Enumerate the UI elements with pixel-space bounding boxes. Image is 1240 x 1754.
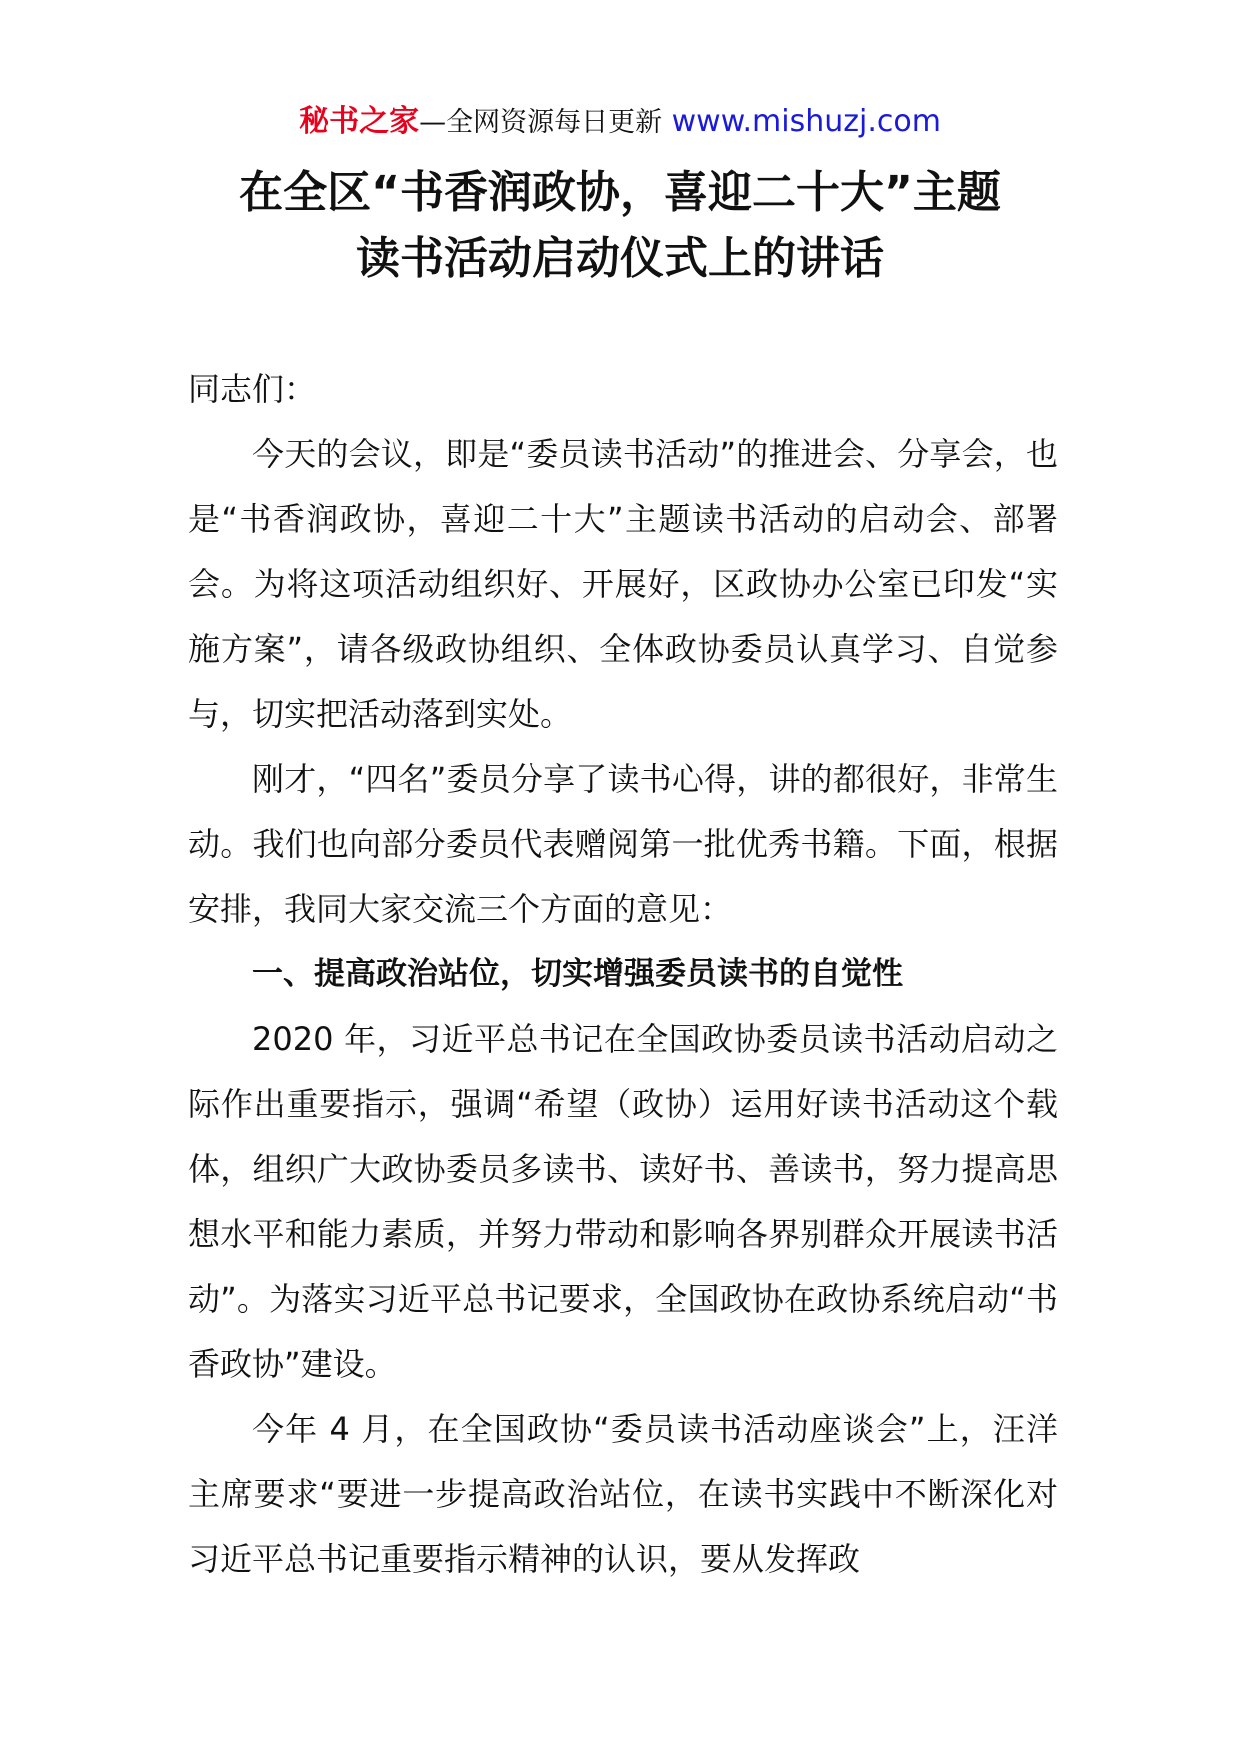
paragraph-2: 刚才，“四名”委员分享了读书心得，讲的都很好，非常生动。我们也向部分委员代表赠阅第一批优秀书籍。下面，根据安排，我同大家交流三个方面的意见：: [188, 760, 1058, 928]
banner-url-link[interactable]: www.mishuzj.com: [671, 104, 941, 139]
banner-brand: 秘书之家: [299, 104, 420, 139]
title-line-1: 在全区“书香润政协，喜迎二十大”主题: [239, 167, 1001, 218]
salutation: 同志们：: [188, 370, 317, 408]
banner-slogan: —全网资源每日更新: [419, 107, 663, 138]
title-line-2: 读书活动启动仪式上的讲话: [356, 233, 884, 284]
paragraph-3: 2020 年，习近平总书记在全国政协委员读书活动启动之际作出重要指示，强调“希望（政协）运用好读书活动这个载体，组织广大政协委员多读书、读好书、善读书，努力提高思想水平和能力素质，并努力带动和影响各界别群众开展读书活动”。为落实习近平总书记要求，全国政协在政协系统启动“书香政协”建设。: [188, 1020, 1058, 1383]
paragraph-4: 今年 4 月，在全国政协“委员读书活动座谈会”上，汪洋主席要求“要进一步提高政治站位，在读书实践中不断深化对习近平总书记重要指示精神的认识，要从发挥政: [188, 1410, 1058, 1578]
section-heading-1: 一、提高政治站位，切实增强委员读书的自觉性: [252, 956, 903, 992]
site-banner: [0, 100, 1240, 145]
document-body: [188, 357, 1058, 1592]
paragraph-1: 今天的会议，即是“委员读书活动”的推进会、分享会，也是“书香润政协，喜迎二十大”主题读书活动的启动会、部署会。为将这项活动组织好、开展好，区政协办公室已印发“实施方案”，请各级政协组织、全体政协委员认真学习、自觉参与，切实把活动落到实处。: [188, 435, 1058, 733]
document-title: [0, 160, 1240, 292]
